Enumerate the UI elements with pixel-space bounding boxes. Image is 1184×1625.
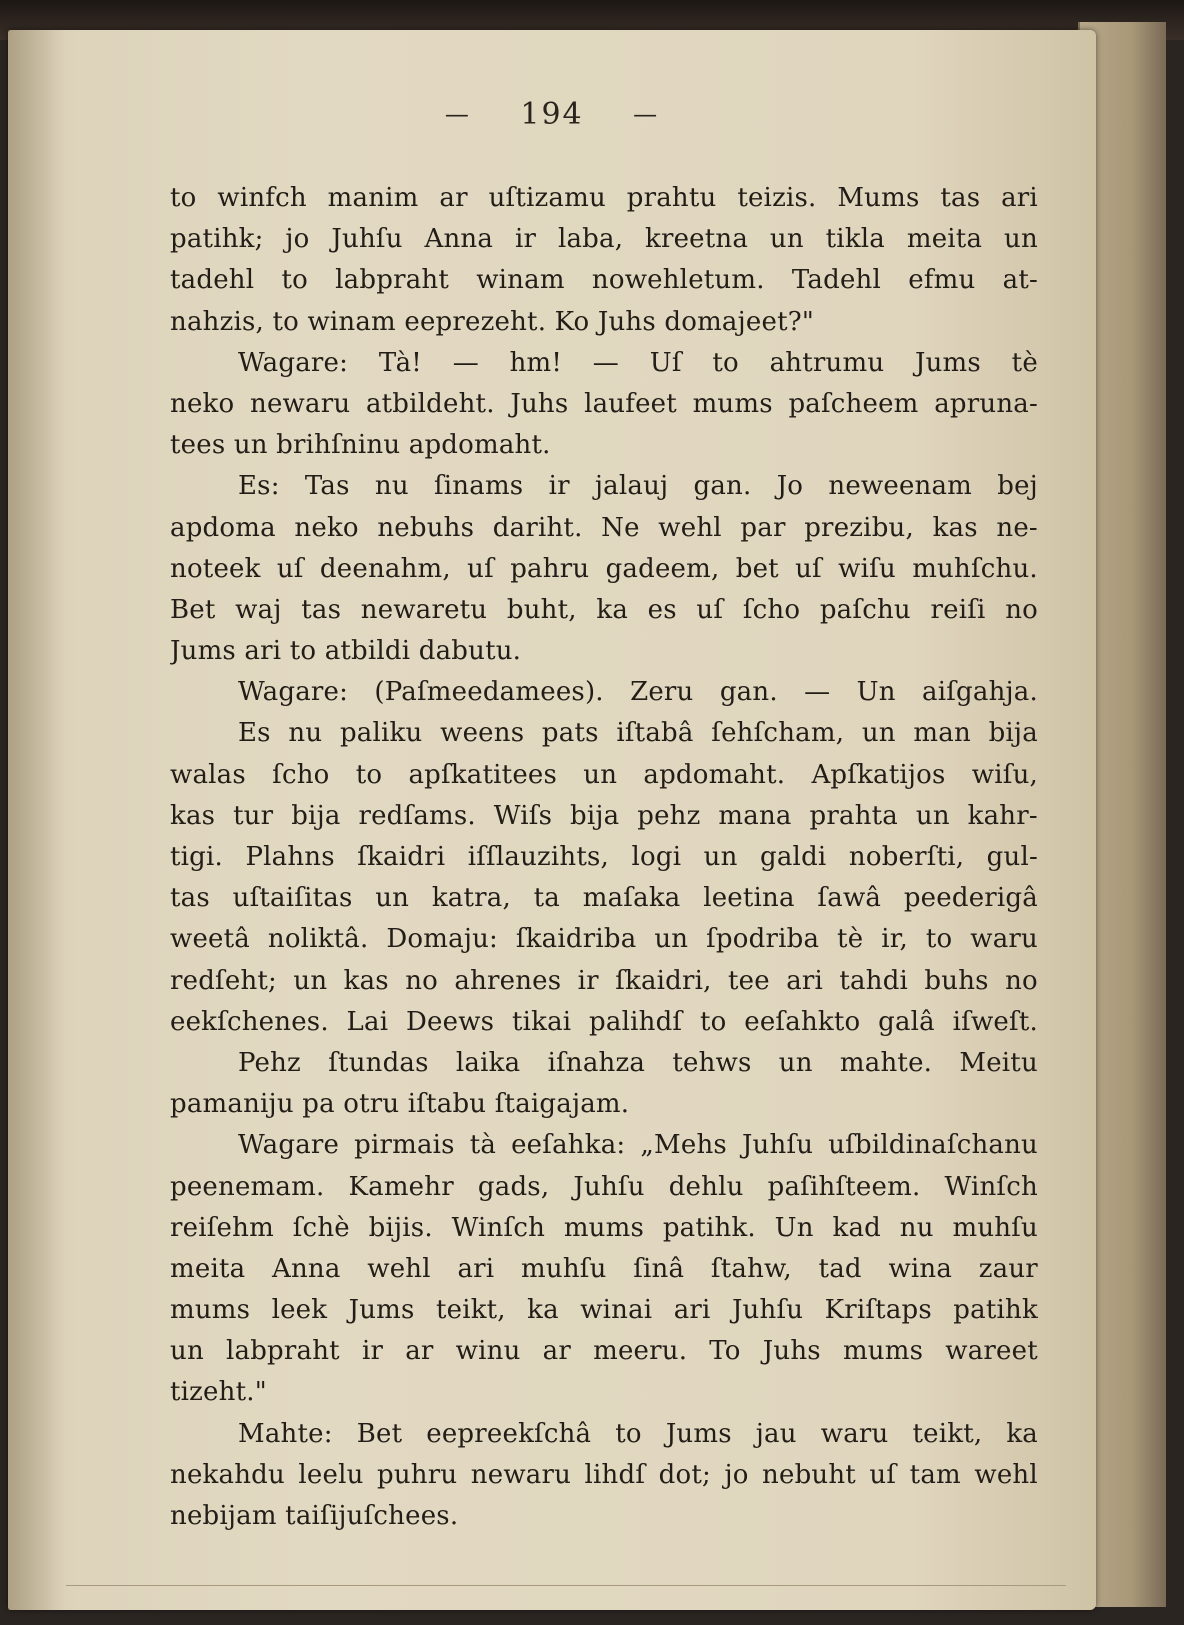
- text-line: to winfch manim ar uſtizamu prahtu teizis. Mums tas ari: [170, 183, 1038, 213]
- text-line: Es nu paliku weens pats iſtabâ ſehſcham, un man bija: [238, 718, 1038, 749]
- text-line: tigi. Plahns ſkaidri iſſlauzihts, logi un galdi noberſti, gul-: [170, 842, 1038, 872]
- text-line: Es: Tas nu ſinams ir jalauj gan. Jo neweenam bej: [238, 471, 1038, 502]
- text-line: kas tur bija redſams. Wiſs bija pehz mana prahta un kahr-: [170, 800, 1038, 831]
- body-text: [170, 178, 1038, 1537]
- text-line: nahzis, to winam eeprezeht. Ko Juhs domajeet?": [170, 306, 815, 337]
- text-line: pamaniju pa otru iſtabu ſtaigajam.: [170, 1089, 630, 1120]
- text-line: redſeht; un kas no ahrenes ir ſkaidri, tee ari tahdi buhs no: [170, 965, 1038, 996]
- text-line: reiſehm ſchè bijis. Winſch mums patihk. Un kad nu muhſu: [170, 1212, 1038, 1243]
- text-line: tas uſtaiſitas un katra, ta maſaka leetina ſawâ peederigâ: [170, 883, 1038, 914]
- text-line: Wagare: Tà! — hm! — Uſ to ahtrumu Jums tè: [238, 347, 1038, 378]
- text-line: tees un brihſninu apdomaht.: [170, 430, 551, 461]
- text-line: nekahdu leelu puhru newaru lihdſ dot; jo nebuht uſ tam wehl: [170, 1459, 1038, 1490]
- text-line: apdoma neko nebuhs dariht. Ne wehl par prezibu, kas ne-: [170, 512, 1038, 543]
- text-line: meita Anna wehl ari muhſu ſinâ ſtahw, tad wina zaur: [170, 1253, 1038, 1284]
- book-page: [8, 30, 1096, 1610]
- text-line: Mahte: Bet eepreekſchâ to Jums jau waru teikt, ka: [238, 1418, 1038, 1449]
- header-dash-left: —: [444, 100, 471, 128]
- text-line: Wagare pirmais tà eeſahka: „Mehs Juhſu uſbildinaſchanu: [238, 1130, 1038, 1161]
- text-line: nebijam taiſijuſchees.: [170, 1501, 459, 1531]
- text-line: tizeht.": [170, 1377, 267, 1408]
- text-line: tadehl to labpraht winam nowehletum. Tadehl efmu at-: [170, 265, 1038, 296]
- text-line: neko newaru atbildeht. Juhs laufeet mums paſcheem apruna-: [170, 388, 1038, 419]
- text-line: peenemam. Kamehr gads, Juhſu dehlu paſihſteem. Winſch: [170, 1171, 1038, 1202]
- page-bottom-edge: [66, 1585, 1066, 1586]
- text-line: Jums ari to atbildi dabutu.: [170, 636, 522, 667]
- text-line: Pehz ſtundas laika iſnahza tehws un mahte. Meitu: [238, 1047, 1038, 1078]
- text-line: eekſchenes. Lai Deews tikai palihdſ to eeſahkto galâ iſweſt.: [170, 1006, 1038, 1037]
- text-line: noteek uſ deenahm, uſ pahru gadeem, bet uſ wiſu muhſchu.: [170, 553, 1038, 584]
- page-number: 194: [520, 96, 584, 132]
- text-line: weetâ noliktâ. Domaju: ſkaidriba un ſpodriba tè ir, to waru: [170, 924, 1038, 955]
- page-gutter-shadow: [8, 30, 68, 1610]
- text-line: walas ſcho to apſkatitees un apdomaht. Apſkatijos wiſu,: [170, 759, 1038, 790]
- page-header: [8, 95, 1096, 132]
- text-line: Bet waj tas newaretu buht, ka es uſ ſcho paſchu reiſi no: [170, 594, 1038, 625]
- text-line: patihk; jo Juhſu Anna ir laba, kreetna un tikla meita un: [170, 224, 1038, 255]
- text-line: Wagare: (Paſmeedamees). Zeru gan. — Un aiſgahja.: [238, 677, 1038, 708]
- text-line: un labpraht ir ar winu ar meeru. To Juhs mums wareet: [170, 1336, 1038, 1367]
- text-line: mums leek Jums teikt, ka winai ari Juhſu Kriſtaps patihk: [170, 1295, 1038, 1326]
- header-dash-right: —: [633, 100, 660, 128]
